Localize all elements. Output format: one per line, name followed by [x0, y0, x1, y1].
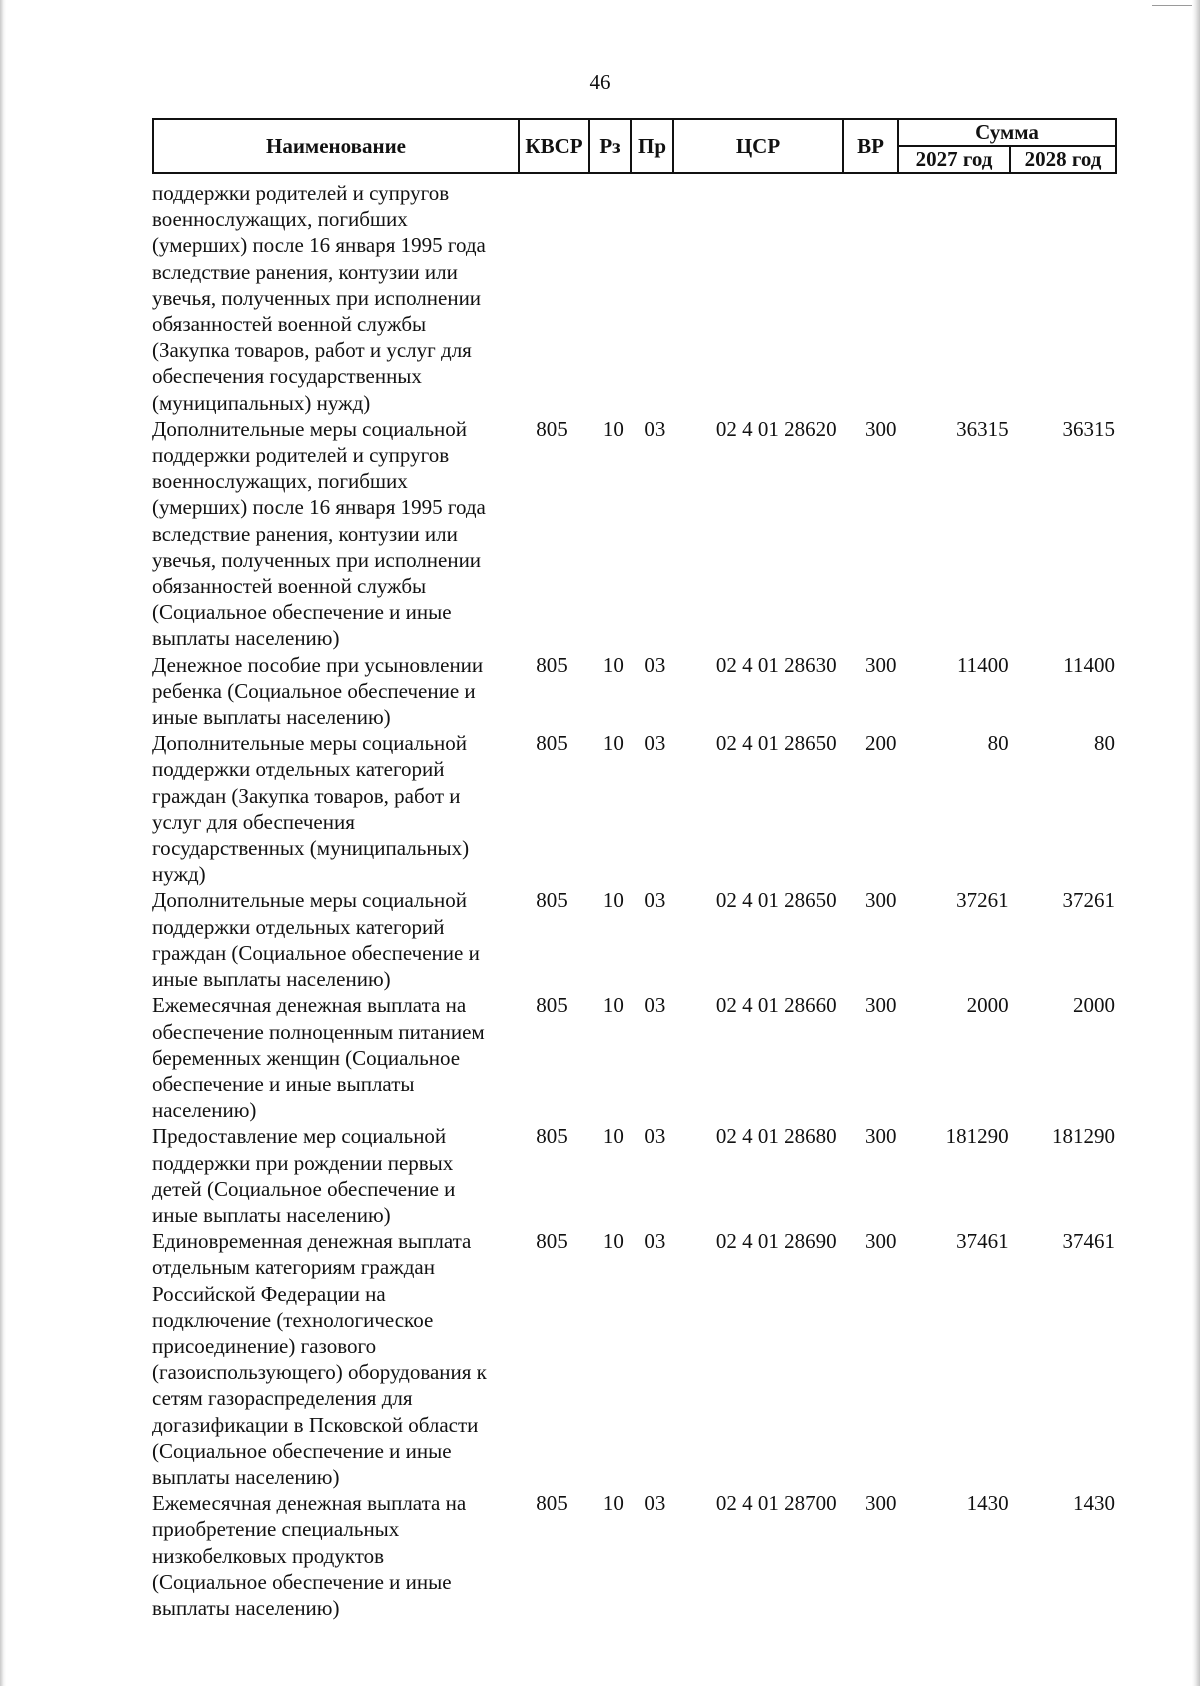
table-row: [152, 887, 1115, 992]
row-kvsr: 805: [536, 1229, 568, 1254]
row-vr: 300: [865, 993, 897, 1018]
table-row: [152, 180, 1115, 416]
row-kvsr: 805: [536, 652, 568, 677]
row-csr: 02 4 01 28690: [715, 1229, 837, 1254]
row-rz: 10: [602, 888, 624, 913]
row-pr: 03: [644, 1124, 666, 1149]
header-rz: Рз: [589, 119, 631, 173]
row-rz: 10: [602, 1491, 624, 1516]
row-pr: 03: [644, 993, 666, 1018]
row-sum-2028: 2000: [1073, 993, 1116, 1018]
row-kvsr: 805: [536, 888, 568, 913]
row-rz: 10: [602, 1229, 624, 1254]
row-name: Единовременная денежная выплата отдельным категориям граждан Российской Федерации на подключение (технологическое присоединение) газового (газоиспользующего) оборудования к сетям газораспределения для догазификации в Псковской области (Социальное обеспечение и иные выплаты населению): [152, 1229, 487, 1489]
row-rz: 10: [602, 731, 624, 756]
row-sum-2028: 37461: [1062, 1229, 1116, 1254]
row-pr: 03: [644, 1229, 666, 1254]
row-name: Дополнительные меры социальной поддержки родителей и супругов военнослужащих, погибших (умерших) после 16 января 1995 года вследствие ранения, контузии или увечья, полученных при исполнении обязанностей военной службы (Социальное обеспечение и иные выплаты населению): [152, 416, 486, 651]
row-csr: 02 4 01 28660: [715, 993, 837, 1018]
row-sum-2027: 37261: [956, 888, 1009, 913]
row-sum-2028: 37261: [1062, 888, 1116, 913]
row-kvsr: 805: [536, 993, 568, 1018]
row-pr: 03: [644, 731, 666, 756]
table-header: [152, 118, 1117, 174]
row-kvsr: 805: [536, 1124, 568, 1149]
row-sum-2027: 37461: [956, 1229, 1009, 1254]
row-pr: 03: [644, 652, 666, 677]
row-pr: 03: [644, 416, 666, 441]
header-year-2028: 2028 год: [1010, 146, 1116, 173]
row-sum-2027: 80: [987, 731, 1009, 756]
row-name: поддержки родителей и супругов военнослужащих, погибших (умерших) после 16 января 1995 года вследствие ранения, контузии или увечья, полученных при исполнении обязанностей военной службы (Закупка товаров, работ и услуг для обеспечения государственных (муниципальных) нужд): [152, 181, 486, 415]
row-sum-2028: 36315: [1062, 416, 1116, 441]
scan-artifact-line: [1152, 5, 1192, 6]
row-vr: 300: [865, 652, 897, 677]
row-pr: 03: [644, 1491, 666, 1516]
table-row: [152, 416, 1115, 652]
row-csr: 02 4 01 28650: [715, 731, 837, 756]
row-rz: 10: [602, 416, 624, 441]
table-row: [152, 730, 1115, 887]
row-sum-2028: 80: [1094, 731, 1116, 756]
row-name: Дополнительные меры социальной поддержки отдельных категорий граждан (Закупка товаров, работ и услуг для обеспечения государственных (муниципальных) нужд): [152, 731, 470, 887]
row-name: Предоставление мер социальной поддержки при рождении первых детей (Социальное обеспечение и иные выплаты населению): [152, 1124, 456, 1227]
header-name: Наименование: [153, 119, 519, 173]
table-row: [152, 652, 1115, 731]
header-vr: ВР: [843, 119, 898, 173]
row-sum-2028: 1430: [1073, 1491, 1116, 1516]
row-kvsr: 805: [536, 416, 568, 441]
row-kvsr: 805: [536, 731, 568, 756]
row-csr: 02 4 01 28620: [715, 416, 837, 441]
row-rz: 10: [602, 1124, 624, 1149]
row-rz: 10: [602, 652, 624, 677]
row-sum-2027: 181290: [945, 1124, 1009, 1149]
table-body: [152, 180, 1115, 1621]
row-sum-2027: 1430: [966, 1491, 1009, 1516]
table-row: [152, 1228, 1115, 1490]
row-sum-2027: 11400: [956, 652, 1009, 677]
table-row: [152, 1123, 1115, 1228]
row-csr: 02 4 01 28700: [715, 1491, 837, 1516]
row-vr: 300: [865, 1229, 897, 1254]
row-pr: 03: [644, 888, 666, 913]
row-csr: 02 4 01 28650: [715, 888, 837, 913]
row-vr: 300: [865, 1491, 897, 1516]
row-vr: 300: [865, 416, 897, 441]
scan-edge-right: [1192, 0, 1200, 1686]
row-csr: 02 4 01 28680: [715, 1124, 837, 1149]
row-sum-2027: 2000: [966, 993, 1009, 1018]
row-csr: 02 4 01 28630: [715, 652, 837, 677]
header-sum: Сумма: [898, 119, 1116, 146]
row-sum-2027: 36315: [956, 416, 1009, 441]
table-row: [152, 992, 1115, 1123]
page-number: 46: [589, 70, 611, 94]
header-kvsr: КВСР: [519, 119, 589, 173]
header-year-2027: 2027 год: [898, 146, 1010, 173]
table-row: [152, 1490, 1115, 1621]
row-name: Ежемесячная денежная выплата на обеспечение полноценным питанием беременных женщин (Социальное обеспечение и иные выплаты населению): [152, 993, 485, 1123]
row-vr: 300: [865, 1124, 897, 1149]
row-name: Дополнительные меры социальной поддержки отдельных категорий граждан (Социальное обеспечение и иные выплаты населению): [152, 888, 480, 992]
row-name: Денежное пособие при усыновлении ребенка (Социальное обеспечение и иные выплаты населению): [152, 652, 484, 730]
row-sum-2028: 11400: [1063, 652, 1116, 677]
row-rz: 10: [602, 993, 624, 1018]
header-pr: Пр: [631, 119, 673, 173]
header-csr: ЦСР: [673, 119, 843, 173]
row-name: Ежемесячная денежная выплата на приобретение специальных низкобелковых продуктов (Социальное обеспечение и иные выплаты населению): [152, 1491, 467, 1620]
row-vr: 300: [865, 888, 897, 913]
scan-edge-left: [0, 0, 6, 1686]
row-sum-2028: 181290: [1052, 1124, 1116, 1149]
row-vr: 200: [865, 731, 897, 756]
row-kvsr: 805: [536, 1491, 568, 1516]
